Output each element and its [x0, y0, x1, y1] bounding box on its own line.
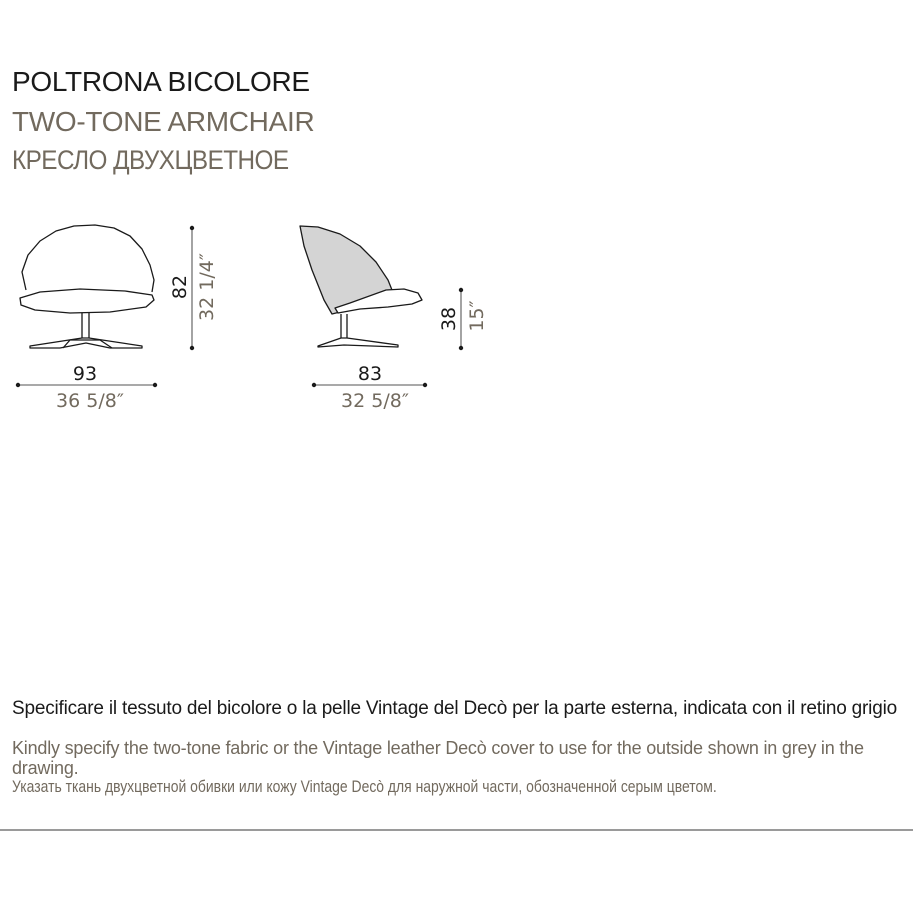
title-english: TWO-TONE ARMCHAIR — [12, 106, 315, 137]
footer-rule — [0, 829, 913, 831]
front-height-in: 32 1/4″ — [196, 253, 218, 321]
front-width-in: 36 5/8″ — [56, 390, 124, 412]
armchair-side-view — [300, 226, 422, 347]
note-english: Kindly specify the two-tone fabric or the Vintage leather Decò cover to use for the outside shown in grey in the drawing. — [12, 738, 864, 778]
front-height-cm: 82 — [169, 274, 191, 300]
title-russian: КРЕСЛО ДВУХЦВЕТНОЕ — [12, 145, 289, 175]
note-italian: Specificare il tessuto del bicolore o la pelle Vintage del Decò per la parte esterna, indicata con il retino grigio — [12, 698, 897, 719]
title-italian: POLTRONA BICOLORE — [12, 66, 310, 97]
side-depth-in: 32 5/8″ — [341, 390, 409, 412]
front-width-cm: 93 — [72, 363, 98, 385]
armchair-front-view — [20, 225, 154, 348]
side-depth-cm: 83 — [357, 363, 383, 385]
seat-height-in: 15″ — [466, 300, 488, 332]
note-russian: Указать ткань двухцветной обивки или кожу Vintage Decò для наружной части, обозначенной серым цветом. — [12, 777, 717, 796]
seat-height-cm: 38 — [438, 306, 460, 332]
